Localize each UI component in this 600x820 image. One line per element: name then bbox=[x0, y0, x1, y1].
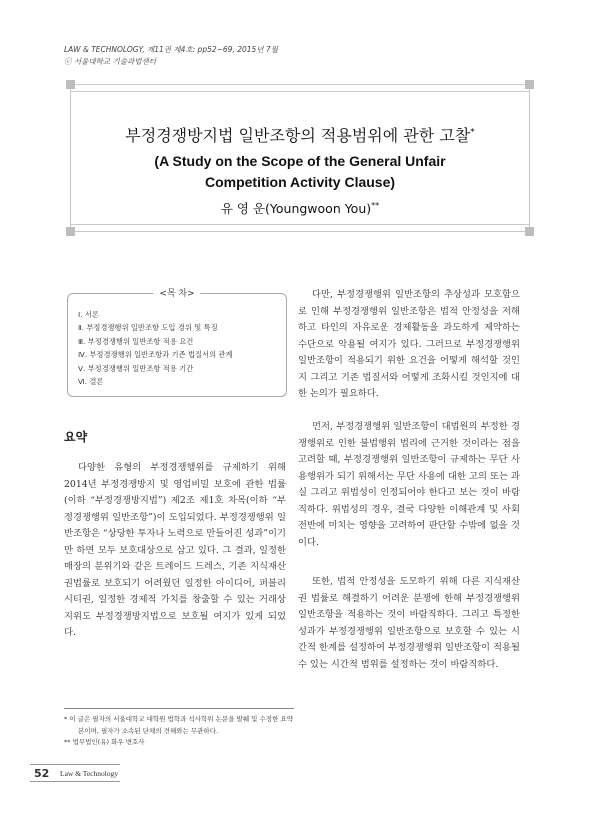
toc-item[interactable]: Ⅳ. 부정경쟁행위 일반조항과 기존 법질서의 관계 bbox=[78, 350, 233, 360]
english-title-line-2: Competition Activity Clause) bbox=[204, 174, 396, 190]
table-of-contents bbox=[67, 289, 287, 397]
paper-title-english bbox=[71, 151, 529, 193]
corner-ornament bbox=[66, 227, 75, 236]
abstract-heading: 요약 bbox=[64, 430, 88, 444]
toc-item[interactable]: Ⅴ. 부정경쟁행위 일반조항 적용 기간 bbox=[78, 363, 194, 373]
paper-title-korean: 부정경쟁방지법 일반조항의 적용범위에 관한 고찰* bbox=[125, 126, 475, 145]
title-box bbox=[70, 84, 530, 232]
toc-item[interactable]: Ⅲ. 부정경쟁행위 일반조항 적용 요건 bbox=[78, 336, 194, 346]
footnotes bbox=[64, 708, 294, 749]
abstract-paragraph: 다만, 부정경쟁행위 일반조항의 추상성과 모호함으로 인해 부정경쟁행위 일반조항은 법적 안정성을 저해하고 타인의 자유로운 경제활동을 과도하게 제약하는 수단으로 악용될 여지가 있다. 그러므로 부정경쟁행위 일반조항이 적용되기 위한 요건을 어떻게 해석할 것인지 그리고 기존 법질서와 어떻게 조화시킬 것인지에 대한 논의가 필요하다. bbox=[298, 289, 520, 399]
journal-citation: LAW & TECHNOLOGY, 제11권 제4호: pp52~69, 2015년 7월 bbox=[64, 45, 278, 54]
title-footnote-mark: * bbox=[470, 127, 475, 138]
toc-title: <목 차> bbox=[153, 286, 200, 299]
page-footer bbox=[30, 764, 120, 782]
journal-name: Law & Technology bbox=[60, 769, 119, 778]
toc-list bbox=[78, 308, 233, 388]
abstract-paragraph: 다양한 유형의 부정경쟁행위를 규제하기 위해 2014년 부정경쟁방지 및 영업비밀 보호에 관한 법률(이하 “부정경쟁방지법”) 제2조 제1호 차목(이하 “부정경쟁행위 일반조항”)이 도입되었다. 부정경쟁행위 일반조항은 “상당한 투자나 노력으로 만들어진 성과”이기만 하면 모두 보호대상으로 삼고 있다. 그 결과, 일정한 매장의 분위기와 같은 트레이드 드레스, 기존 지식재산권법률로 보호되기 어려웠던 일정한 아이디어, 퍼블리시티권, 일정한 경제적 가치를 창출할 수 있는 거래상 지위도 부정경쟁방지법으로 보호될 여지가 있게 되었다. bbox=[64, 462, 286, 638]
footnote: ** 법무법인(유) 화우 변호사 bbox=[64, 738, 145, 746]
toc-item[interactable]: Ⅵ. 결론 bbox=[78, 377, 104, 387]
toc-item[interactable]: Ⅱ. 부정경쟁행위 일반조항 도입 경위 및 특징 bbox=[78, 323, 218, 333]
corner-ornament bbox=[66, 80, 75, 89]
toc-item[interactable]: Ⅰ. 서론 bbox=[78, 310, 99, 319]
author-name: 유 영 운(Youngwoon You)** bbox=[220, 200, 380, 216]
page-number: 52 bbox=[34, 767, 50, 780]
abstract-paragraph: 또한, 법적 안정성을 도모하기 위해 다른 지식재산권 법률로 해결하기 어려운 분쟁에 한해 부정경쟁행위 일반조항을 적용하는 것이 바람직하다. 그리고 특정한 성과가 부정경쟁행위 일반조항으로 보호할 수 있는 시간적 한계를 설정하여 부정경쟁행위 일반조항이 적용될 수 있는 시간적 범위를 설정하는 것이 바람직하다. bbox=[298, 576, 520, 670]
corner-ornament bbox=[525, 80, 534, 89]
corner-ornament bbox=[525, 227, 534, 236]
publisher-line: ⓒ 서울대학교 기술과법센터 bbox=[64, 57, 156, 66]
author-footnote-mark: ** bbox=[371, 200, 380, 210]
abstract-paragraph: 먼저, 부정경쟁행위 일반조항이 대법원의 부정한 경쟁행위로 인한 불법행위 법리에 근거한 것이라는 점을 고려할 때, 부정경쟁행위 일반조항이 규제하는 무단 사용행위가 되기 위해서는 무단 사용에 대한 고의 또는 과실 그리고 위법성이 인정되어야 한다고 보는 것이 바람직하다. 위법성의 경우, 결국 다양한 이해관계 및 사회 전반에 미치는 영향을 고려하여 판단할 수밖에 없을 것이다. bbox=[298, 421, 520, 548]
journal-header bbox=[64, 44, 278, 68]
footnote: * 이 글은 필자의 서울대학교 대학원 법학과 석사학위 논문을 발췌 및 수정한 요약본이며, 필자가 소속된 단체의 견해와는 무관하다. bbox=[64, 715, 293, 735]
english-title-line-1: (A Study on the Scope of the General Unfair bbox=[154, 153, 446, 169]
